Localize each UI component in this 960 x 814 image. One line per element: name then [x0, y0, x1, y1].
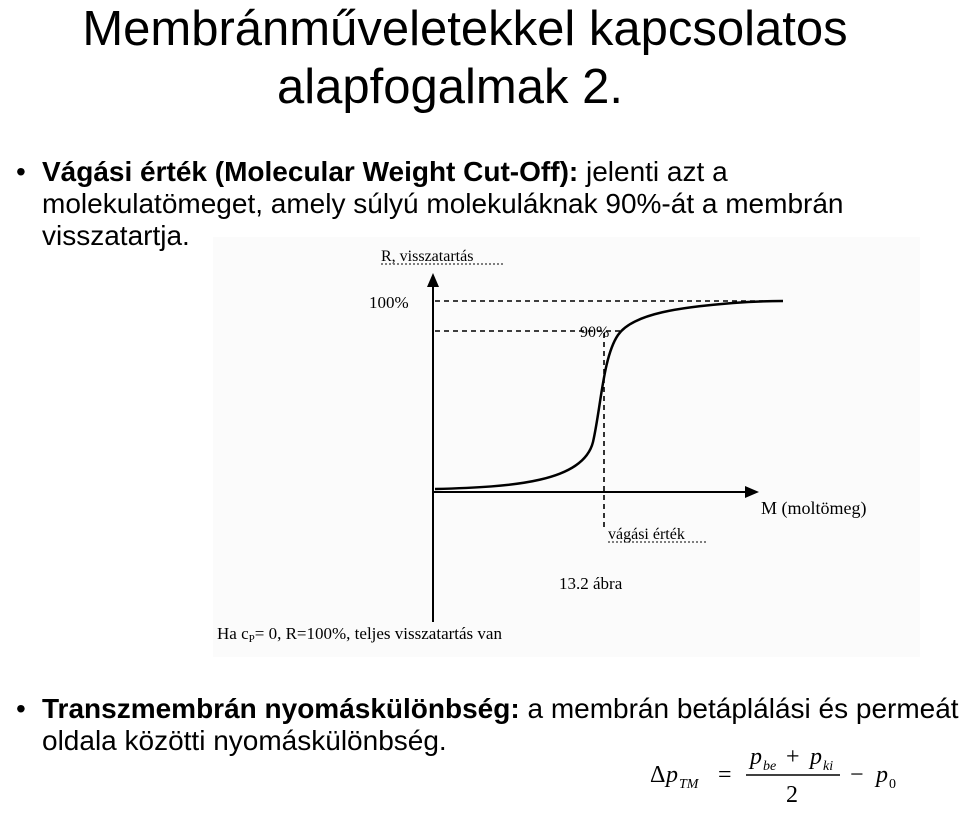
bullet-dot: •	[16, 156, 26, 187]
note-subscript: P	[248, 633, 255, 645]
formula-p0-sub: 0	[889, 777, 896, 792]
bullet-tmp-text: a membrán betáplálási és permeát oldala közötti nyomáskülönbség.	[42, 693, 959, 756]
note-start: Ha c	[217, 624, 249, 643]
formula-equals: =	[718, 762, 732, 788]
formula-num-p1: p	[750, 744, 762, 770]
formula-p0: p	[876, 762, 888, 788]
cutoff-label: vágási érték	[608, 526, 685, 543]
formula-minus: −	[850, 762, 864, 788]
formula-denominator: 2	[786, 782, 798, 807]
slide-title	[0, 0, 960, 116]
formula-plus: +	[786, 744, 800, 770]
title-line-2: alapfogalmak 2.	[277, 60, 623, 114]
x-axis-arrow	[745, 486, 759, 498]
y-tick-100: 100%	[369, 293, 409, 312]
x-axis-label: M (moltömeg)	[761, 498, 867, 518]
formula-lhs-sub: TM	[679, 777, 699, 792]
retention-chart	[213, 237, 920, 657]
figure-note	[217, 624, 502, 645]
bullet-tmp-term: Transzmembrán nyomáskülönbség:	[42, 693, 520, 724]
title-line-1: Membránműveletekkel kapcsolatos	[82, 2, 848, 56]
note-rest: = 0, R=100%, teljes visszatartás van	[254, 624, 502, 643]
tmp-formula	[640, 740, 920, 807]
formula-delta: Δ	[650, 762, 666, 788]
retention-figure	[213, 237, 920, 657]
y-axis-arrow	[427, 273, 439, 287]
bullet-cutoff-text: jelenti azt a molekulatömeget, amely súlyú molekuláknak 90%-át a membrán visszatartja.	[42, 156, 844, 251]
bullet-dot: •	[16, 693, 26, 724]
bullet-cutoff-term: Vágási érték (Molecular Weight Cut-Off):	[42, 156, 579, 187]
formula-num-p2: p	[810, 744, 822, 770]
figure-caption: 13.2 ábra	[559, 574, 623, 593]
y-axis-label: R, visszatartás	[381, 248, 474, 265]
y-tick-90: 90%	[580, 324, 610, 341]
tmp-formula-svg	[640, 740, 920, 807]
formula-num-sub2: ki	[823, 759, 834, 774]
formula-lhs-p: p	[666, 762, 678, 788]
formula-num-sub1: be	[763, 759, 777, 774]
